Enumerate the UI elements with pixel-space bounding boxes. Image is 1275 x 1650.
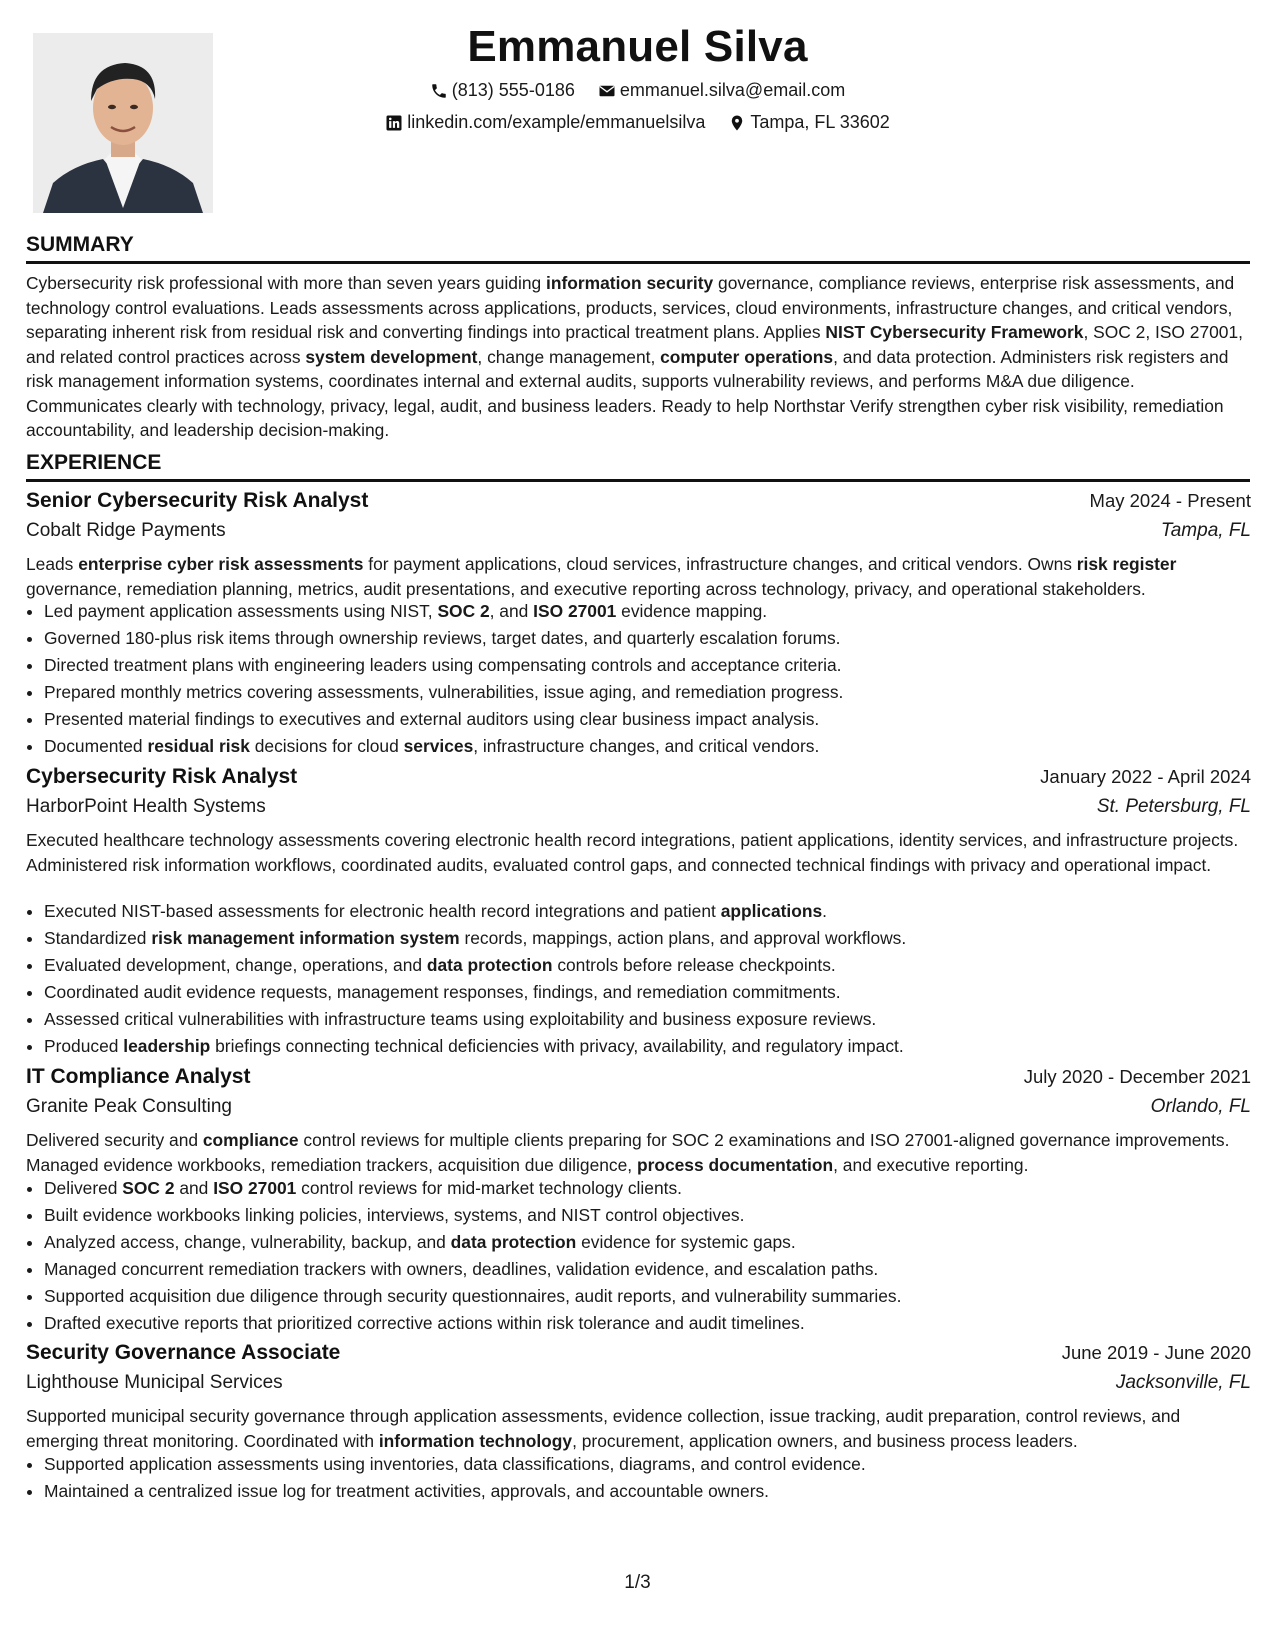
job-title: IT Compliance Analyst: [26, 1065, 251, 1088]
envelope-icon: [598, 82, 616, 100]
text-run: Supported municipal security governance through application assessments, evidence collection, issue tracking, audit preparation, control reviews, and emerging threat monitoring. Coordinated with: [26, 1406, 1181, 1451]
email-text: emmanuel.silva@email.com: [619, 80, 846, 100]
text-run: Analyzed access, change, vulnerability, backup, and: [44, 1232, 451, 1252]
emphasis-text: compliance: [202, 1130, 299, 1150]
text-run: Cybersecurity risk professional with more than seven years guiding: [26, 273, 547, 293]
text-run: briefings connecting technical deficiencies with privacy, availability, and regulatory impact.: [210, 1036, 904, 1056]
job-location: Jacksonville, FL: [1115, 1372, 1251, 1393]
text-run: for payment applications, cloud services, infrastructure changes, and critical vendors. Owns: [363, 554, 1077, 574]
bullet-item: [44, 652, 1269, 679]
text-run: , procurement, application owners, and business process leaders.: [572, 1430, 1078, 1451]
emphasis-text: ISO 27001: [533, 601, 617, 621]
contact-row-1: [0, 80, 1275, 105]
emphasis-text: risk management information system: [151, 928, 460, 948]
emphasis-text: process documentation: [636, 1154, 834, 1175]
job-description: [26, 828, 1251, 877]
job-dates: January 2022 - April 2024: [1040, 766, 1251, 787]
text-run: Executed NIST-based assessments for electronic health record integrations and patient: [44, 901, 721, 921]
text-run: Documented: [44, 736, 148, 756]
text-run: control reviews for multiple clients preparing for SOC 2 examinations and ISO 27001-aligned governance improvements. Managed evidence workbooks, remediation trackers, acquisition due diligence,: [26, 1130, 1230, 1175]
job-location: Orlando, FL: [1150, 1096, 1251, 1117]
phone-icon: [430, 82, 448, 100]
emphasis-text: SOC 2: [122, 1178, 175, 1198]
text-run: governance, remediation planning, metrics, audit presentations, and executive reporting across technology, privacy, and operational stakeholders.: [26, 578, 1146, 599]
emphasis-text: residual risk: [147, 736, 250, 756]
job-company: Lighthouse Municipal Services: [26, 1372, 283, 1393]
map-pin-icon: [728, 114, 746, 132]
bullet-item: [44, 1310, 1269, 1337]
job-company: HarborPoint Health Systems: [26, 796, 266, 817]
job-bullets: [26, 1451, 1269, 1505]
emphasis-text: enterprise cyber risk assessments: [78, 554, 364, 574]
phone-text: (813) 555-0186: [451, 80, 575, 100]
bullet-item: [44, 952, 1269, 979]
bullet-item: [44, 1451, 1269, 1478]
bullet-item: [44, 625, 1269, 652]
emphasis-text: leadership: [123, 1036, 211, 1056]
text-run: , infrastructure changes, and critical vendors.: [473, 736, 820, 756]
job-dates: July 2020 - December 2021: [1023, 1066, 1251, 1087]
emphasis-text: SOC 2: [437, 601, 490, 621]
bullet-item: [44, 1006, 1269, 1033]
text-run: Delivered security and: [26, 1130, 203, 1150]
phone-contact[interactable]: [430, 80, 575, 101]
text-run: , and data protection. Administers risk registers and risk management information systems, coordinates internal and external audits, supports vulnerability reviews, and performs M&A due diligence. Communicates clearly with technology, privacy, legal, audit, and business leaders. Ready to help Northstar Verify strengthen cyber risk visibility, remediation accountability, and leadership decision-making.: [26, 346, 1229, 440]
text-run: , and: [489, 601, 534, 621]
text-run: Managed concurrent remediation trackers with owners, deadlines, validation evidence, and escalation paths.: [44, 1259, 879, 1279]
text-run: Directed treatment plans with engineering leaders using compensating controls and acceptance criteria.: [44, 655, 842, 675]
text-run: , and executive reporting.: [833, 1154, 1029, 1175]
text-run: Assessed critical vulnerabilities with infrastructure teams using exploitability and business exposure reviews.: [44, 1009, 877, 1029]
text-run: decisions for cloud: [249, 736, 404, 756]
text-run: evidence mapping.: [616, 601, 768, 621]
job-description: [26, 1128, 1251, 1177]
job-location: Tampa, FL: [1160, 520, 1251, 541]
bullet-item: [44, 679, 1269, 706]
job-company: Cobalt Ridge Payments: [26, 520, 226, 541]
emphasis-text: NIST Cybersecurity Framework: [825, 322, 1084, 342]
bullet-item: [44, 979, 1269, 1006]
text-run: Standardized: [44, 928, 152, 948]
bullet-item: [44, 1256, 1269, 1283]
text-run: and: [174, 1178, 214, 1198]
emphasis-text: data protection: [450, 1232, 577, 1252]
text-run: .: [822, 901, 827, 921]
summary-text: [26, 271, 1251, 443]
text-run: control reviews for mid-market technology clients.: [296, 1178, 682, 1198]
emphasis-text: information technology: [378, 1430, 573, 1451]
bullet-item: [44, 1229, 1269, 1256]
candidate-name: Emmanuel Silva: [467, 22, 808, 71]
bullet-item: [44, 898, 1269, 925]
job-bullets: [26, 598, 1269, 760]
text-run: , SOC 2, ISO 27001, and related control practices across: [26, 322, 1243, 367]
linkedin-icon: [385, 114, 403, 132]
text-run: evidence for systemic gaps.: [576, 1232, 796, 1252]
text-run: Built evidence workbooks linking policies, interviews, systems, and NIST control objectives.: [44, 1205, 745, 1225]
text-run: Coordinated audit evidence requests, management responses, findings, and remediation commitments.: [44, 982, 841, 1002]
page-number: 1/3: [624, 1572, 651, 1593]
job-company: Granite Peak Consulting: [26, 1096, 232, 1117]
text-run: controls before release checkpoints.: [552, 955, 836, 975]
job-title: Cybersecurity Risk Analyst: [26, 765, 298, 788]
bullet-item: [44, 1478, 1269, 1505]
job-location: St. Petersburg, FL: [1096, 796, 1251, 817]
text-run: Delivered: [44, 1178, 123, 1198]
bullet-item: [44, 1202, 1269, 1229]
job-description: [26, 1404, 1251, 1453]
email-contact[interactable]: [598, 80, 845, 101]
text-run: Leads: [26, 554, 79, 574]
summary-heading: SUMMARY: [26, 233, 1250, 264]
text-run: Supported application assessments using inventories, data classifications, diagrams, and control evidence.: [44, 1454, 866, 1474]
text-run: Led payment application assessments using NIST,: [44, 601, 438, 621]
text-run: Drafted executive reports that prioritized corrective actions within risk tolerance and audit timelines.: [44, 1313, 805, 1333]
bullet-item: [44, 598, 1269, 625]
job-bullets: [26, 1175, 1269, 1337]
emphasis-text: services: [403, 736, 474, 756]
text-run: Prepared monthly metrics covering assessments, vulnerabilities, issue aging, and remediation progress.: [44, 682, 844, 702]
emphasis-text: system development: [305, 346, 478, 367]
linkedin-text: linkedin.com/example/emmanuelsilva: [407, 112, 706, 132]
text-run: , change management,: [477, 346, 661, 367]
bullet-item: [44, 1033, 1269, 1060]
text-run: Governed 180-plus risk items through ownership reviews, target dates, and quarterly escalation forums.: [44, 628, 841, 648]
emphasis-text: risk register: [1076, 554, 1177, 574]
text-run: Presented material findings to executives and external auditors using clear business impact analysis.: [44, 709, 820, 729]
emphasis-text: data protection: [426, 955, 553, 975]
job-title: Security Governance Associate: [26, 1341, 341, 1364]
location-contact: [728, 112, 889, 133]
text-run: Evaluated development, change, operations, and: [44, 955, 427, 975]
emphasis-text: ISO 27001: [213, 1178, 297, 1198]
emphasis-text: computer operations: [660, 346, 834, 367]
text-run: Supported acquisition due diligence through security questionnaires, audit reports, and vulnerability summaries.: [44, 1286, 902, 1306]
job-title: Senior Cybersecurity Risk Analyst: [26, 489, 369, 512]
experience-heading: EXPERIENCE: [26, 451, 1250, 482]
linkedin-contact[interactable]: [385, 112, 705, 133]
contact-row-2: [0, 112, 1275, 137]
text-run: governance, compliance reviews, enterprise risk assessments, and technology control evaluations. Leads assessments across applications, products, services, cloud environments, infrastructure changes, and critical vendors, separating inherent risk from residual risk and converting findings into practical treatment plans. Applies: [26, 273, 1235, 342]
job-dates: June 2019 - June 2020: [1061, 1342, 1251, 1363]
job-description: [26, 552, 1251, 601]
job-bullets: [26, 898, 1269, 1060]
emphasis-text: information security: [546, 273, 714, 293]
text-run: Produced: [44, 1036, 124, 1056]
bullet-item: [44, 1283, 1269, 1310]
job-dates: May 2024 - Present: [1089, 490, 1251, 511]
location-text: Tampa, FL 33602: [750, 112, 890, 132]
bullet-item: [44, 706, 1269, 733]
text-run: records, mappings, action plans, and approval workflows.: [459, 928, 907, 948]
text-run: Maintained a centralized issue log for treatment activities, approvals, and accountable owners.: [44, 1481, 770, 1501]
bullet-item: [44, 733, 1269, 760]
bullet-item: [44, 925, 1269, 952]
emphasis-text: applications: [720, 901, 823, 921]
bullet-item: [44, 1175, 1269, 1202]
text-run: Executed healthcare technology assessments covering electronic health record integrations, patient applications, identity services, and infrastructure projects. Administered risk information workflows, coordinated audits, evaluated control gaps, and connected technical findings with privacy and operational impact.: [26, 830, 1239, 875]
